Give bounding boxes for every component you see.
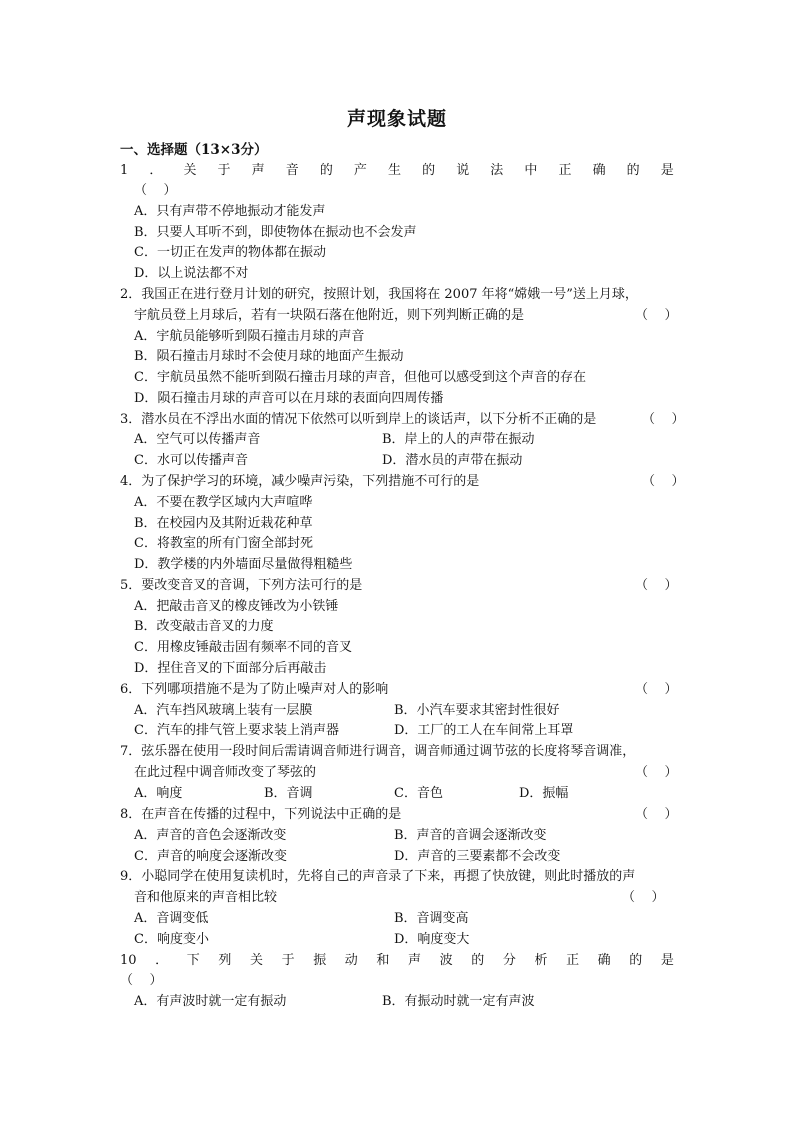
q1-char: 生: [388, 163, 402, 178]
q1-char: 产: [353, 163, 367, 178]
answer-bracket: （ ）: [642, 474, 685, 489]
answer-bracket: （ ）: [635, 308, 678, 323]
q5-option-b: B．改变敲击音叉的力度: [134, 619, 274, 634]
q1-char: 法: [490, 163, 504, 178]
q3-option-c: C．水可以传播声音: [134, 453, 248, 468]
q10-option-a: A．有声波时就一定有振动: [134, 994, 287, 1009]
q1-char: 说: [456, 163, 470, 178]
answer-bracket: （ ）: [120, 973, 163, 988]
question-4-stem: 4．为了保护学习的环境，减少噪声污染，下列措施不可行的是: [120, 474, 480, 489]
q5-option-d: D．捏住音叉的下面部分后再敲击: [134, 661, 327, 676]
q10-char: 的: [471, 953, 485, 968]
q1-option-b: B．只要人耳听不到，即使物体在振动也不会发声: [134, 225, 417, 240]
q10-char: 关: [249, 953, 263, 968]
q3-option-d: D．潜水员的声带在振动: [382, 453, 523, 468]
question-10-stem: [120, 951, 674, 971]
q10-char: 下: [186, 953, 200, 968]
page-title: 声现象试题: [346, 108, 447, 130]
question-2-stem-line2: 宇航员登上月球后，若有一块陨石落在他附近，则下列判断正确的是: [134, 308, 525, 323]
q1-char: 音: [285, 163, 299, 178]
q4-option-c: C．将教室的所有门窗全部封死: [134, 536, 313, 551]
q1-char: 关: [183, 163, 197, 178]
q10-char: 析: [534, 953, 548, 968]
q10-char: 10: [120, 953, 137, 968]
question-6-stem: 6．下列哪项措施不是为了防止噪声对人的影响: [120, 682, 389, 697]
q7-option-c: C．音色: [394, 786, 443, 801]
q10-char: 列: [218, 953, 232, 968]
q1-char: 声: [251, 163, 265, 178]
q5-option-a: A．把敲击音叉的橡皮锤改为小铁锤: [134, 599, 339, 614]
q1-char: 的: [422, 163, 436, 178]
q1-char: 是: [660, 163, 674, 178]
q2-option-a: A．宇航员能够听到陨石撞击月球的声音: [134, 329, 365, 344]
q10-char: 波: [439, 953, 453, 968]
q1-option-d: D．以上说法都不对: [134, 266, 249, 281]
answer-bracket: （ ）: [635, 765, 678, 780]
q7-option-a: A．响度: [134, 786, 183, 801]
q8-option-d: D．声音的三要素都不会改变: [394, 849, 561, 864]
q9-option-a: A．音调变低: [134, 911, 209, 926]
answer-bracket: （ ）: [622, 890, 665, 905]
question-7-stem-line2: 在此过程中调音师改变了琴弦的: [134, 765, 317, 780]
q1-option-a: A．只有声带不停地振动才能发声: [134, 204, 326, 219]
answer-bracket: （ ）: [635, 807, 678, 822]
q6-option-a: A．汽车挡风玻璃上装有一层膜: [134, 703, 313, 718]
q5-option-c: C．用橡皮锤敲击固有频率不同的音叉: [134, 640, 352, 655]
q1-char: 1: [120, 163, 129, 178]
q9-option-c: C．响度变小: [134, 932, 209, 947]
q2-option-c: C．宇航员虽然不能听到陨石撞击月球的声音，但他可以感受到这个声音的存在: [134, 370, 586, 385]
q10-char: 的: [629, 953, 643, 968]
question-9-stem-line1: 9．小聪同学在使用复读机时，先将自己的声音录了下来，再摁了快放键，则此时播放的声: [120, 869, 636, 884]
q2-option-b: B．陨石撞击月球时不会使月球的地面产生振动: [134, 349, 404, 364]
question-9-stem-line2: 音和他原来的声音相比较: [134, 890, 278, 905]
q10-char: 分: [502, 953, 516, 968]
answer-bracket: （ ）: [635, 578, 678, 593]
q2-option-d: D．陨石撞击月球的声音可以在月球的表面向四周传播: [134, 391, 444, 406]
q6-option-c: C．汽车的排气管上要求装上消声器: [134, 723, 339, 738]
section-heading: 一、选择题（13×3分）: [120, 142, 268, 158]
q10-char: 于: [281, 953, 295, 968]
q6-option-d: D．工厂的工人在车间常上耳罩: [394, 723, 574, 738]
q4-option-d: D．教学楼的内外墙面尽量做得粗糙些: [134, 557, 353, 572]
q7-option-b: B．音调: [264, 786, 313, 801]
answer-bracket: （ ）: [642, 412, 685, 427]
q10-char: 是: [660, 953, 674, 968]
q10-char: 声: [408, 953, 422, 968]
answer-bracket: （ ）: [134, 183, 177, 198]
q10-char: 确: [597, 953, 611, 968]
question-8-stem: 8．在声音在传播的过程中，下列说法中正确的是: [120, 807, 402, 822]
question-2-stem-line1: 2．我国正在进行登月计划的研究，按照计划，我国将在 2007 年将“嫦娥一号”送上月球，: [120, 287, 638, 302]
q10-char: 动: [344, 953, 358, 968]
q10-char: 正: [566, 953, 580, 968]
q1-char: 中: [524, 163, 538, 178]
q9-option-b: B．音调变高: [394, 911, 469, 926]
q1-char: ．: [149, 163, 163, 178]
q10-char: 和: [376, 953, 390, 968]
q9-option-d: D．响度变大: [394, 932, 470, 947]
q1-option-c: C．一切正在发声的物体都在振动: [134, 245, 326, 260]
q3-option-b: B．岸上的人的声带在振动: [382, 432, 535, 447]
question-7-stem-line1: 7．弦乐器在使用一段时间后需请调音师进行调音，调音师通过调节弦的长度将琴音调准，: [120, 744, 636, 759]
q1-char: 的: [319, 163, 333, 178]
q6-option-b: B．小汽车要求其密封性很好: [394, 703, 560, 718]
q3-option-a: A．空气可以传播声音: [134, 432, 261, 447]
q1-char: 于: [217, 163, 231, 178]
q10-char: 振: [313, 953, 327, 968]
q1-char: 确: [592, 163, 606, 178]
q4-option-a: A．不要在教学区域内大声喧哗: [134, 495, 313, 510]
question-3-stem: 3．潜水员在不浮出水面的情况下依然可以听到岸上的谈话声，以下分析不正确的是: [120, 412, 597, 427]
q10-char: ．: [155, 953, 169, 968]
q8-option-c: C．声音的响度会逐渐改变: [134, 849, 287, 864]
question-1-stem: [120, 161, 674, 181]
question-5-stem: 5．要改变音叉的音调，下列方法可行的是: [120, 578, 363, 593]
q7-option-d: D．振幅: [519, 786, 569, 801]
q1-char: 正: [558, 163, 572, 178]
q1-char: 的: [626, 163, 640, 178]
q8-option-a: A．声音的音色会逐渐改变: [134, 828, 287, 843]
q10-option-b: B．有振动时就一定有声波: [382, 994, 535, 1009]
q8-option-b: B．声音的音调会逐渐改变: [394, 828, 547, 843]
q4-option-b: B．在校园内及其附近栽花种草: [134, 516, 313, 531]
answer-bracket: （ ）: [635, 682, 678, 697]
